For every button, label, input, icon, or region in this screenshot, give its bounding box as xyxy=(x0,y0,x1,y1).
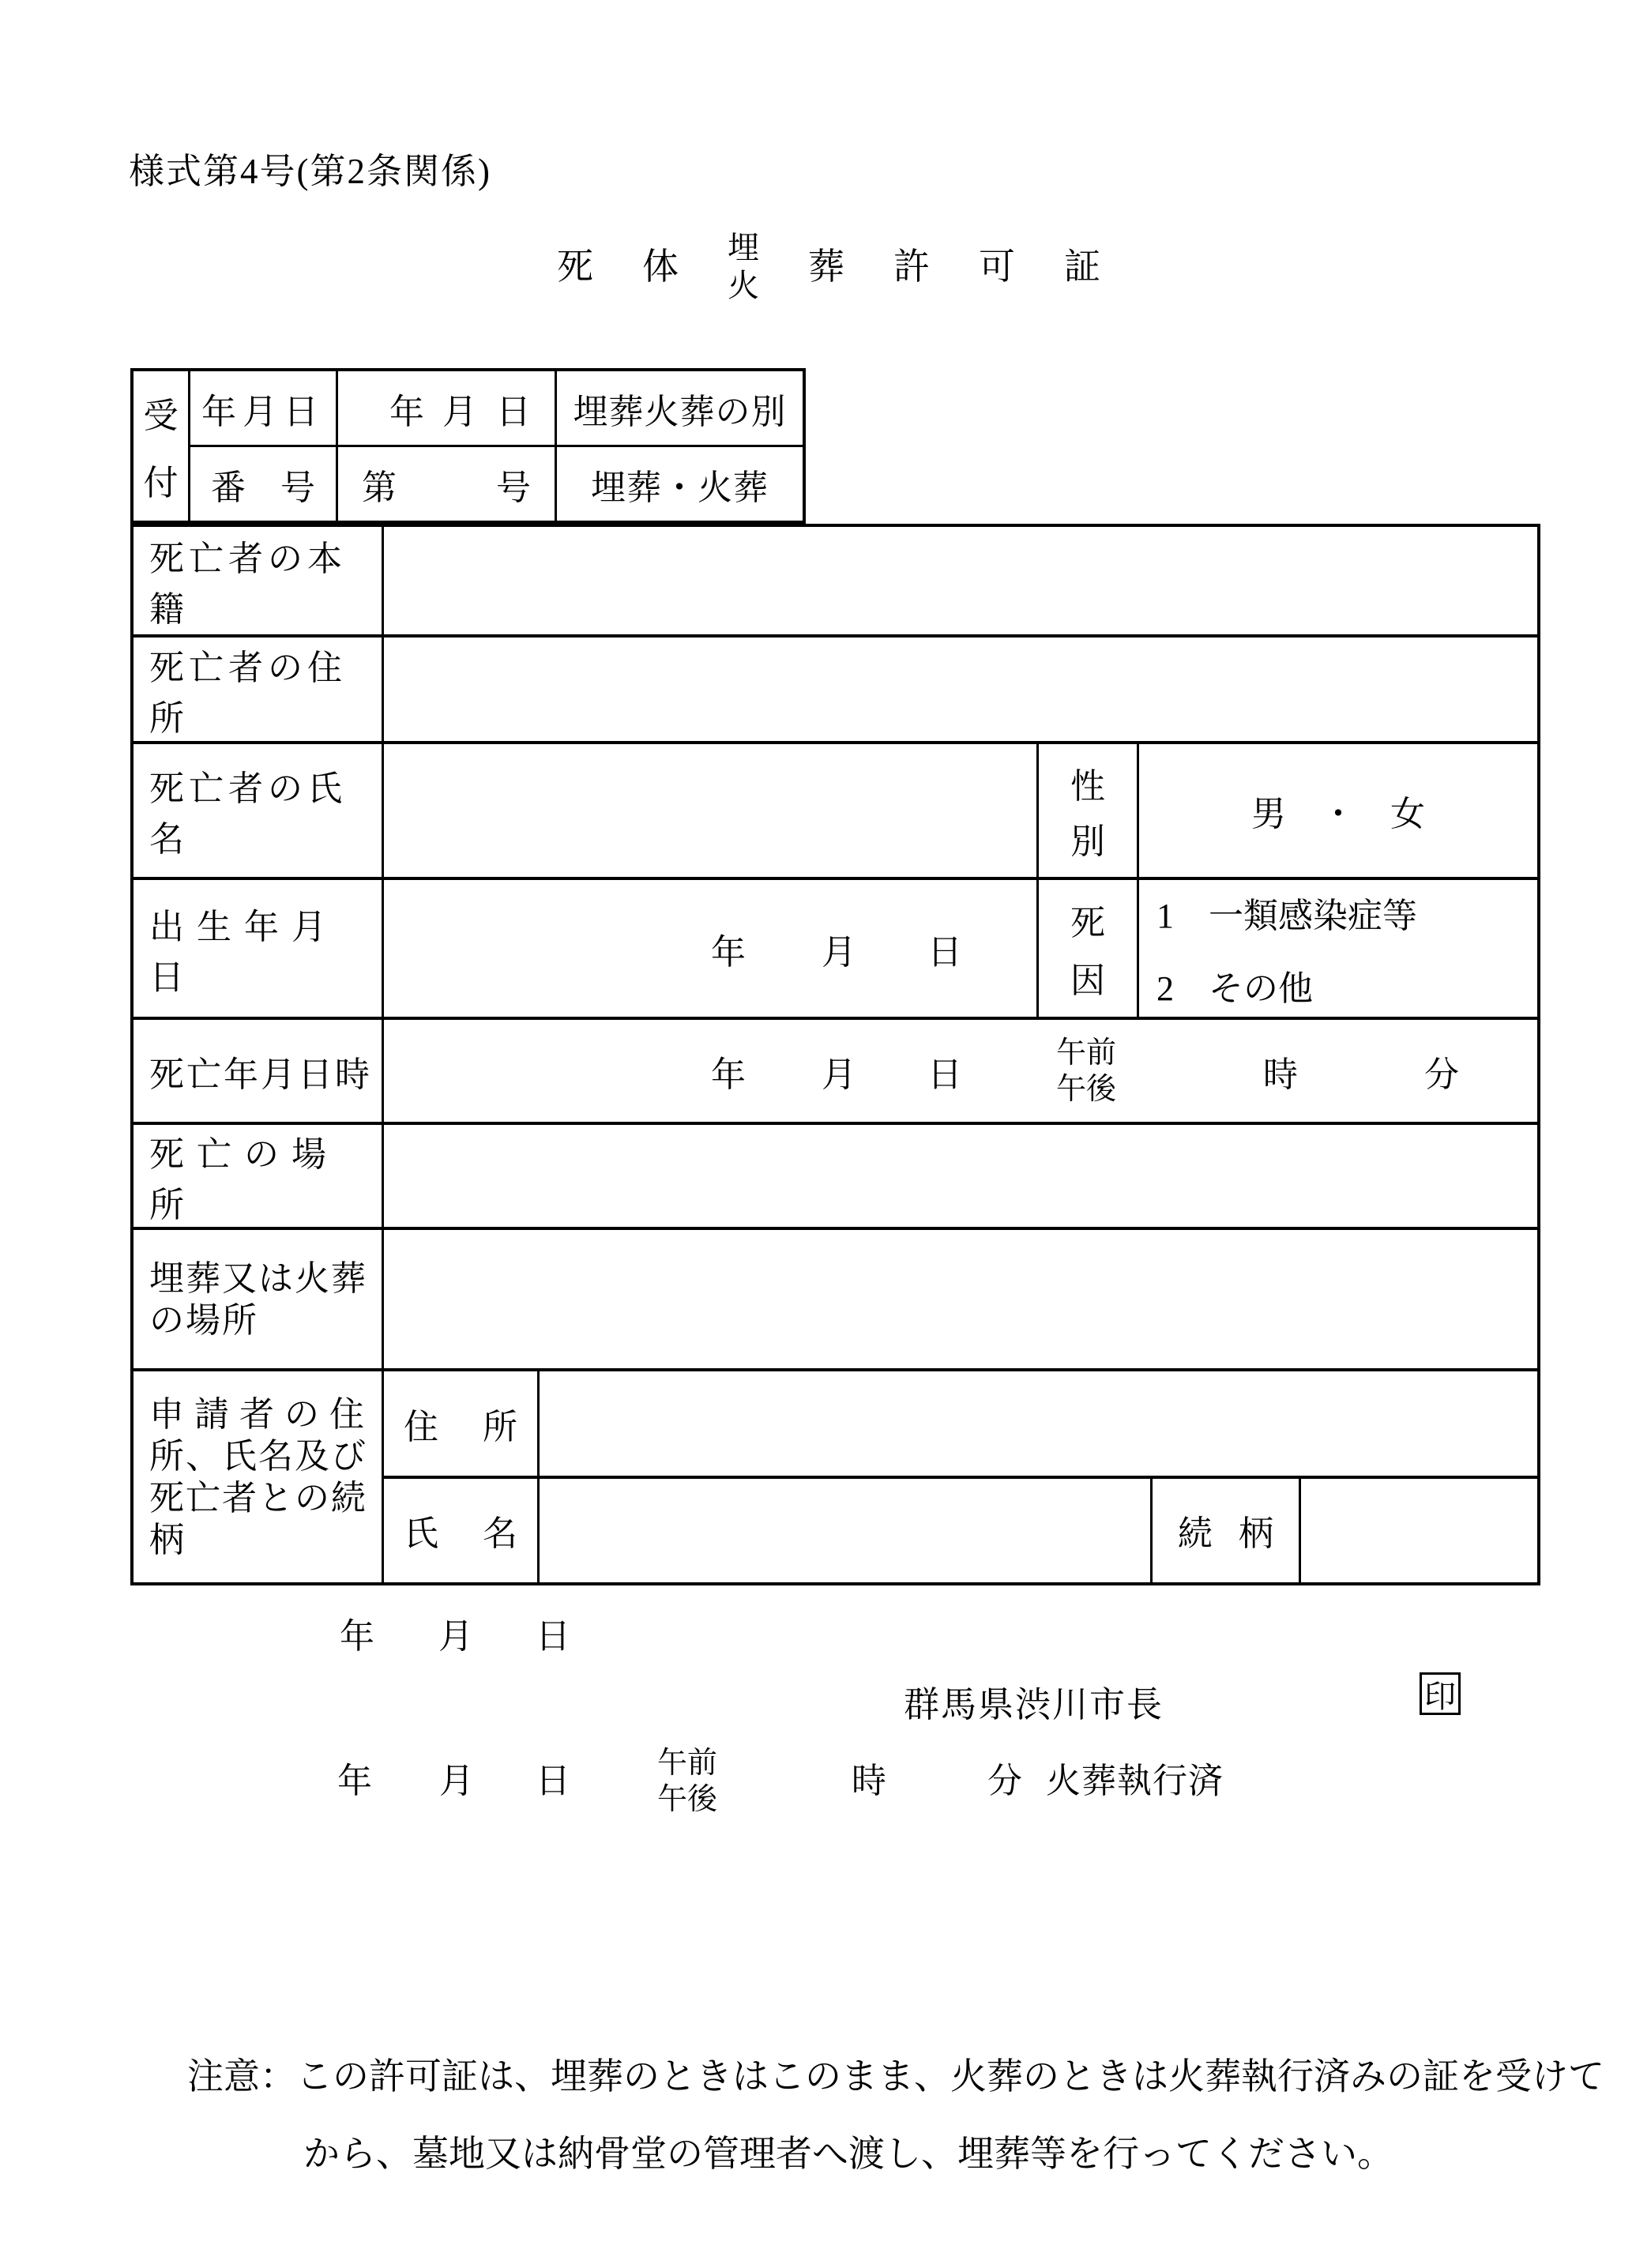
table-row xyxy=(134,527,1537,638)
deceased-name-value-cell xyxy=(384,744,1039,877)
cause-of-death-label xyxy=(1036,880,1139,1017)
title-char: 証 xyxy=(1064,246,1100,287)
death-year-hint: 年 xyxy=(711,1055,746,1094)
death-datetime-value-cell xyxy=(384,1020,1537,1122)
table-row xyxy=(134,880,1537,1020)
issue-day-hint: 日 xyxy=(536,1617,570,1656)
applicant-name-row xyxy=(384,1479,1537,1583)
death-month-hint: 月 xyxy=(822,1055,856,1094)
title-char: 死 xyxy=(557,246,593,287)
death-day-hint: 日 xyxy=(927,1055,962,1094)
reception-side-label xyxy=(134,371,190,521)
applicant-fields xyxy=(384,1371,1537,1582)
deceased-registered-domicile-value-cell xyxy=(384,527,1537,634)
applicant-address-label-char: 所 xyxy=(483,1407,517,1446)
sex-label-top: 性 xyxy=(1070,766,1105,806)
reception-rows xyxy=(190,371,803,521)
applicant-address-value-cell xyxy=(540,1371,1537,1476)
cause-of-death-options xyxy=(1139,880,1537,1017)
cause-option-1: 1 一類感染症等 xyxy=(1156,896,1417,935)
table-row xyxy=(134,1125,1537,1230)
death-minute-hint: 分 xyxy=(1424,1055,1459,1094)
applicant-label-line4: 柄 xyxy=(149,1520,186,1559)
death-hour-hint: 時 xyxy=(1263,1055,1298,1094)
exec-ampm-hint xyxy=(657,1745,717,1818)
exec-minute-hint: 分 xyxy=(987,1762,1022,1800)
title-stack-top: 埋 xyxy=(728,230,759,265)
exec-am-hint: 午前 xyxy=(657,1747,718,1780)
title-char: 葬 xyxy=(808,246,844,287)
burial-place-label xyxy=(134,1230,384,1368)
table-row xyxy=(134,744,1537,880)
applicant-row xyxy=(134,1371,1537,1582)
applicant-label-line2: 所、氏名及び xyxy=(149,1436,367,1476)
reception-number-cell xyxy=(338,447,557,521)
relationship-value-cell xyxy=(1301,1479,1537,1583)
burial-place-label-line1: 埋葬又は火葬 xyxy=(149,1258,367,1298)
birth-year-hint: 年 xyxy=(711,932,746,972)
applicant-name-value-cell xyxy=(540,1479,1153,1583)
exec-year-hint: 年 xyxy=(337,1762,372,1800)
cause-label-top: 死 xyxy=(1070,904,1105,943)
applicant-name-label-char: 氏 xyxy=(404,1514,438,1554)
death-am-hint: 午前 xyxy=(1056,1036,1117,1070)
title-stack-bottom: 火 xyxy=(728,268,759,303)
issue-month-hint: 月 xyxy=(438,1617,473,1656)
note-line1: 注意：この許可証は、埋葬のときはこのまま、火葬のときは火葬執行済みの証を受けて xyxy=(187,2056,1604,2097)
cremation-executed-label: 火葬執行済 xyxy=(1046,1762,1224,1800)
sex-options: 男 ・ 女 xyxy=(1251,795,1425,833)
deceased-address-value-cell xyxy=(384,638,1537,741)
reception-number-row xyxy=(190,447,803,521)
deceased-registered-domicile-label: 死亡者の本籍 xyxy=(134,527,384,634)
reception-type-label: 埋葬火葬の別 xyxy=(573,392,787,431)
birth-date-label: 出生年月日 xyxy=(134,880,384,1017)
applicant-label-line1: 申請者の住 xyxy=(149,1394,374,1434)
title-char: 体 xyxy=(642,246,679,287)
death-datetime-label: 死亡年月日時 xyxy=(134,1020,384,1122)
sex-label-bottom: 別 xyxy=(1070,822,1105,862)
reception-number-label: 番 号 xyxy=(190,447,338,521)
burial-place-label-line2: の場所 xyxy=(149,1300,258,1340)
cause-label-bottom: 因 xyxy=(1070,961,1105,1000)
applicant-name-label xyxy=(384,1479,540,1583)
relationship-label-char: 続 xyxy=(1178,1514,1213,1554)
permit-main-table xyxy=(130,524,1540,1585)
page-title xyxy=(557,223,1100,311)
birth-date-value-cell xyxy=(384,880,1039,1017)
reception-year-hint: 年 xyxy=(389,392,424,431)
note-line2: から、墓地又は納骨堂の管理者へ渡し、埋葬等を行ってください。 xyxy=(303,2134,1393,2174)
exec-day-hint: 日 xyxy=(536,1762,570,1800)
title-burial-cremation-stack xyxy=(728,229,759,305)
cause-option-2: 2 その他 xyxy=(1156,969,1313,1008)
title-char: 可 xyxy=(979,246,1015,287)
burial-place-value-cell xyxy=(384,1230,1537,1368)
applicant-address-row xyxy=(384,1371,1537,1479)
deceased-address-label: 死亡者の住所 xyxy=(134,638,384,741)
reception-number-prefix: 第 xyxy=(362,468,397,507)
reception-day-hint: 日 xyxy=(496,392,531,431)
applicant-label-line3: 死亡者との続 xyxy=(149,1478,367,1518)
exec-pm-hint: 午後 xyxy=(657,1783,718,1816)
exec-hour-hint: 時 xyxy=(852,1762,886,1800)
applicant-label xyxy=(134,1371,384,1582)
mayor-signature: 群馬県渋川市長 xyxy=(904,1685,1164,1725)
reception-number-suffix: 号 xyxy=(496,468,531,507)
table-row xyxy=(134,1230,1537,1371)
sex-label xyxy=(1036,744,1139,877)
reception-date-row xyxy=(190,371,803,447)
reception-side-bottom: 付 xyxy=(143,463,179,502)
death-ampm-hint xyxy=(1056,1035,1116,1108)
exec-month-hint: 月 xyxy=(439,1762,474,1800)
deceased-name-label: 死亡者の氏名 xyxy=(134,744,384,877)
death-place-value-cell xyxy=(384,1125,1537,1227)
form-number: 様式第4号(第2条関係) xyxy=(129,152,491,191)
applicant-address-label-char: 住 xyxy=(404,1407,438,1446)
reception-side-top: 受 xyxy=(143,397,179,436)
death-pm-hint: 午後 xyxy=(1056,1072,1117,1106)
table-row xyxy=(134,1020,1537,1125)
applicant-address-label xyxy=(384,1371,540,1476)
seal-character: 印 xyxy=(1424,1678,1456,1714)
seal-placeholder xyxy=(1420,1672,1461,1715)
birth-day-hint: 日 xyxy=(927,932,962,972)
table-row xyxy=(134,638,1537,744)
death-place-label: 死亡の場所 xyxy=(134,1125,384,1227)
relationship-label xyxy=(1153,1479,1301,1583)
issue-year-hint: 年 xyxy=(340,1617,374,1656)
title-char: 許 xyxy=(893,246,930,287)
applicant-name-label-char: 名 xyxy=(483,1514,517,1554)
reception-date-label: 年月日 xyxy=(190,371,338,445)
birth-month-hint: 月 xyxy=(822,932,856,972)
reception-date-cell xyxy=(338,371,557,445)
reception-type-value: 埋葬・火葬 xyxy=(591,468,769,507)
relationship-label-char: 柄 xyxy=(1239,1514,1273,1554)
reception-table xyxy=(130,368,806,524)
reception-month-hint: 月 xyxy=(442,392,477,431)
